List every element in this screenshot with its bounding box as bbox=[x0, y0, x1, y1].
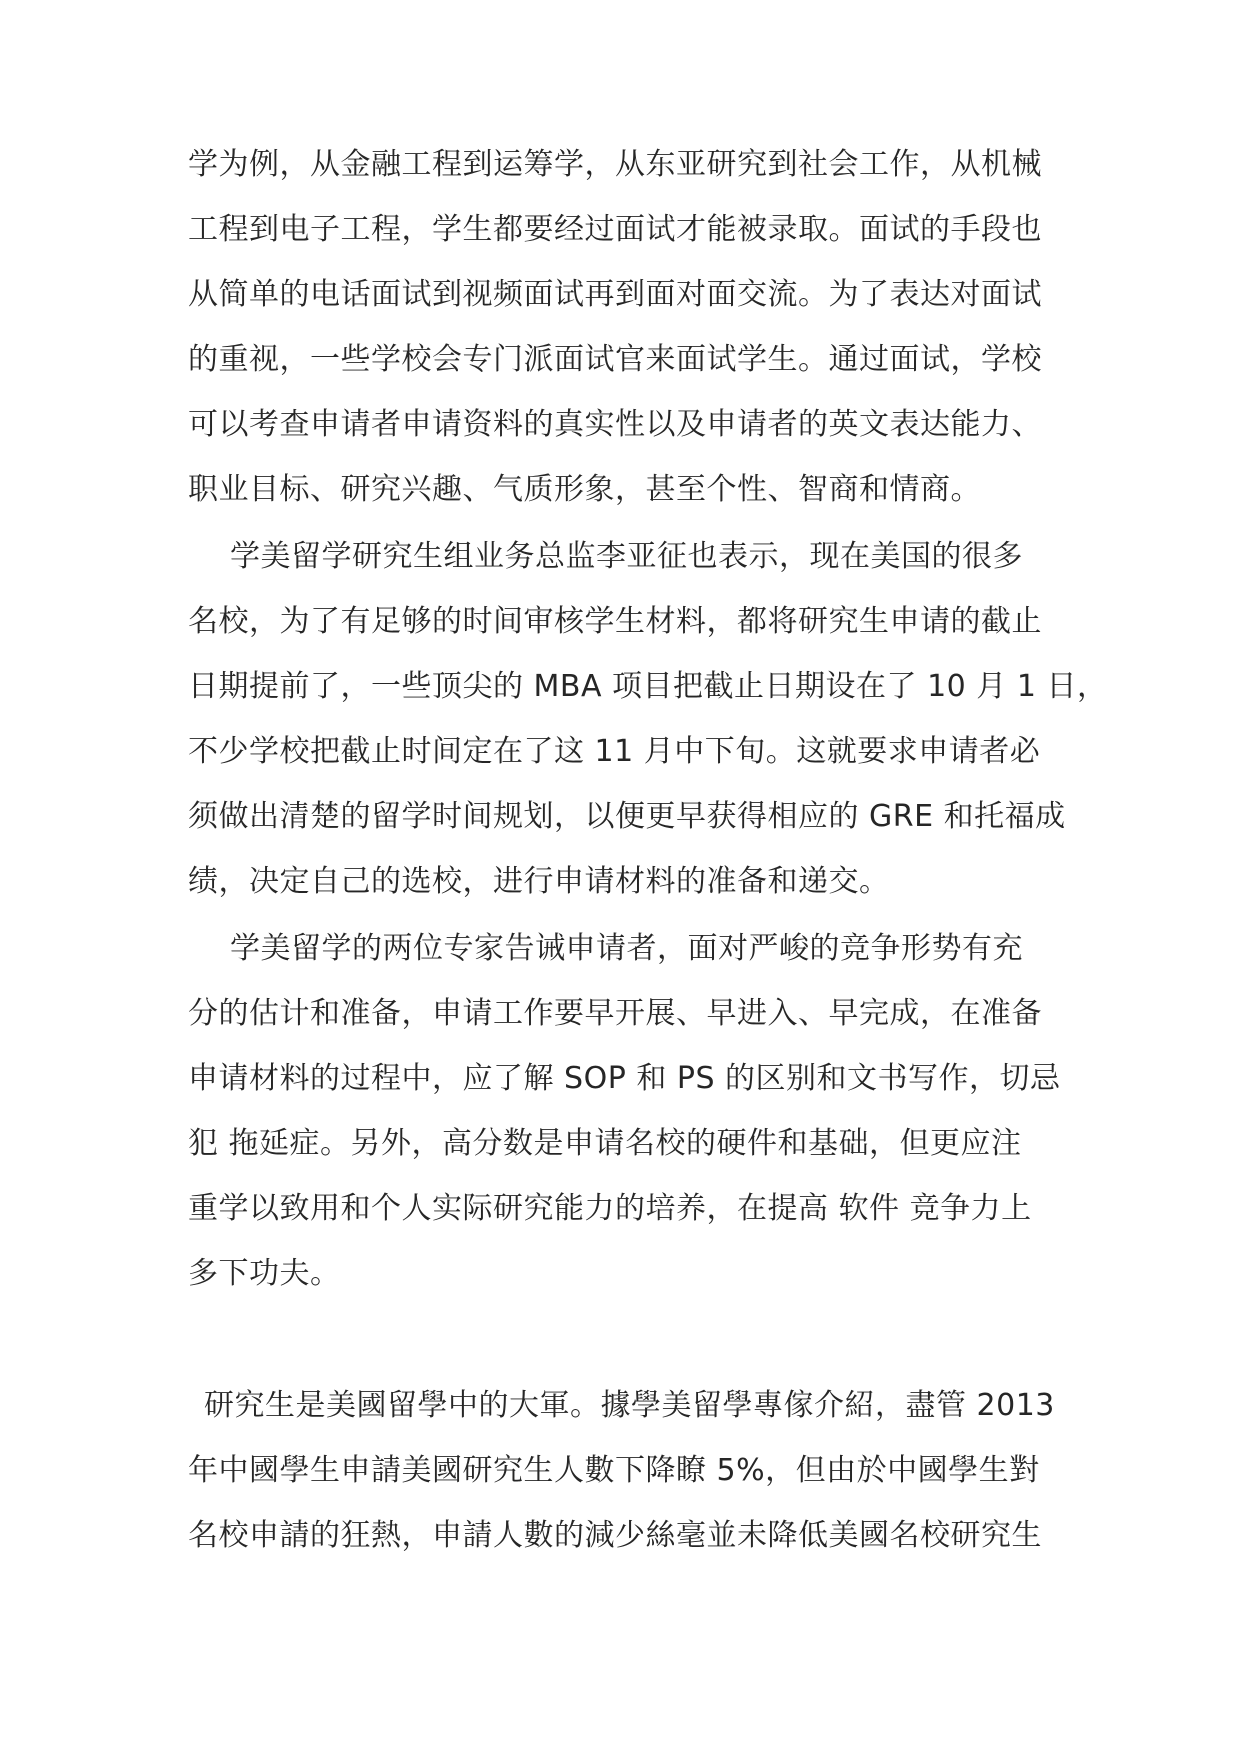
paragraph-first-line: 学美留学的两位专家告诫申请者，面对严峻的竞争形势有充 bbox=[230, 931, 1023, 966]
text-line: 分的估计和准备，申请工作要早开展、早进入、早完成，在准备 bbox=[188, 996, 1042, 1031]
text-line: 犯 拖延症。另外，高分数是申请名校的硬件和基础，但更应注 bbox=[188, 1126, 1022, 1161]
text-line: 须做出清楚的留学时间规划，以便更早获得相应的 GRE 和托福成 bbox=[188, 799, 1066, 834]
text-line: 职业目标、研究兴趣、气质形象，甚至个性、智商和情商。 bbox=[188, 472, 981, 507]
text-line: 学为例，从金融工程到运筹学，从东亚研究到社会工作，从机械 bbox=[188, 147, 1042, 182]
text-line: 日期提前了，一些顶尖的 MBA 项目把截止日期设在了 10 月 1 日， bbox=[188, 669, 1108, 704]
text-line: 的重视，一些学校会专门派面试官来面试学生。通过面试，学校 bbox=[188, 342, 1042, 377]
text-line: 工程到电子工程，学生都要经过面试才能被录取。面试的手段也 bbox=[188, 212, 1042, 247]
paragraph-first-line: 研究生是美國留學中的大軍。據學美留學專傢介紹，盡管 2013 bbox=[204, 1388, 1055, 1423]
text-line: 申请材料的过程中，应了解 SOP 和 PS 的区别和文书写作，切忌 bbox=[188, 1061, 1061, 1096]
text-line: 绩，决定自己的选校，进行申请材料的准备和递交。 bbox=[188, 864, 890, 899]
text-line: 不少学校把截止时间定在了这 11 月中下旬。这就要求申请者必 bbox=[188, 734, 1041, 769]
text-line: 重学以致用和个人实际研究能力的培养，在提高 软件 竞争力上 bbox=[188, 1191, 1032, 1226]
paragraph-first-line: 学美留学研究生组业务总监李亚征也表示，现在美国的很多 bbox=[230, 539, 1023, 574]
text-line: 名校，为了有足够的时间审核学生材料，都将研究生申请的截止 bbox=[188, 604, 1042, 639]
text-line: 名校申請的狂熱，申請人數的減少絲毫並未降低美國名校研究生 bbox=[188, 1518, 1042, 1553]
text-line: 从简单的电话面试到视频面试再到面对面交流。为了表达对面试 bbox=[188, 277, 1042, 312]
text-line: 多下功夫。 bbox=[188, 1256, 341, 1291]
text-line: 年中國學生申請美國研究生人數下降瞭 5%，但由於中國學生對 bbox=[188, 1453, 1040, 1488]
text-line: 可以考查申请者申请资料的真实性以及申请者的英文表达能力、 bbox=[188, 407, 1042, 442]
